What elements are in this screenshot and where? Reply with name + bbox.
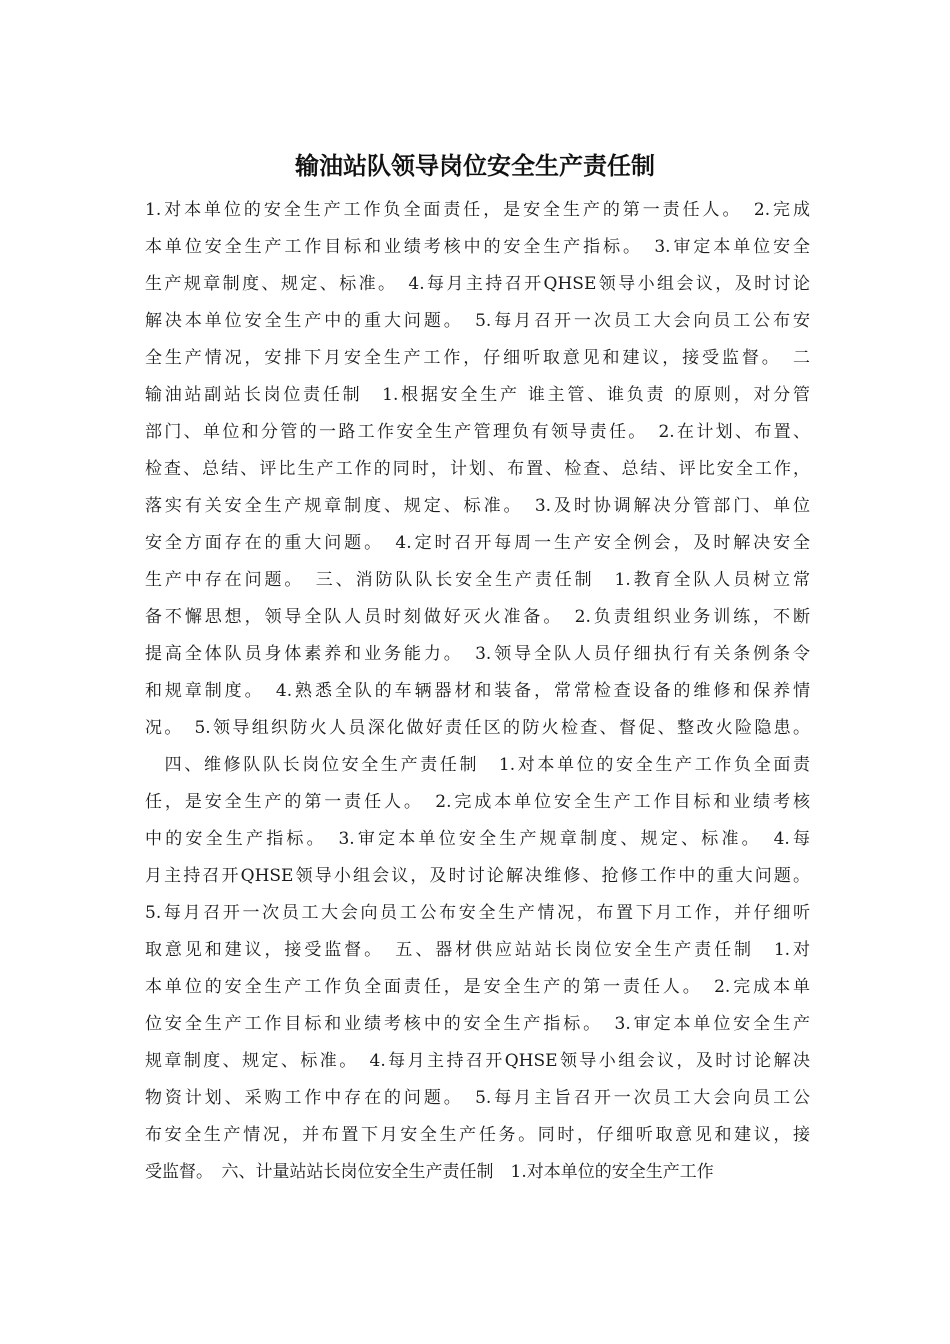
body-line: 解决本单位安全生产中的重大问题。 5.每月召开一次员工大会向员工公布安 — [145, 311, 810, 331]
body-line: 规章制度、规定、标准。 4.每月主持召开QHSE领导小组会议，及时讨论解决 — [145, 1051, 810, 1071]
body-line: 任，是安全生产的第一责任人。 2.完成本单位安全生产工作目标和业绩考核 — [145, 792, 810, 812]
body-line: 本单位安全生产工作目标和业绩考核中的安全生产指标。 3.审定本单位安全 — [145, 237, 810, 257]
body-line: 1.对本单位的安全生产工作负全面责任，是安全生产的第一责任人。 2.完成 — [145, 200, 810, 220]
body-line: 位安全生产工作目标和业绩考核中的安全生产指标。 3.审定本单位安全生产 — [145, 1014, 810, 1034]
body-line: 四、维修队队长岗位安全生产责任制 1.对本单位的安全生产工作负全面责 — [145, 755, 810, 775]
body-line: 本单位的安全生产工作负全面责任，是安全生产的第一责任人。 2.完成本单 — [145, 977, 810, 997]
body-line: 生产规章制度、规定、标准。 4.每月主持召开QHSE领导小组会议，及时讨论 — [145, 274, 810, 294]
body-line: 和规章制度。 4.熟悉全队的车辆器材和装备，常常检查设备的维修和保养情 — [145, 681, 810, 701]
body-line: 落实有关安全生产规章制度、规定、标准。 3.及时协调解决分管部门、单位 — [145, 496, 810, 516]
body-line: 安全方面存在的重大问题。 4.定时召开每周一生产安全例会，及时解决安全 — [145, 533, 810, 553]
body-line: 生产中存在问题。 三、消防队队长安全生产责任制 1.教育全队人员树立常 — [145, 570, 810, 590]
body-line: 5.每月召开一次员工大会向员工公布安全生产情况，布置下月工作，并仔细听 — [145, 903, 810, 923]
document-body — [145, 192, 810, 1191]
body-line: 提高全体队员身体素养和业务能力。 3.领导全队人员仔细执行有关条例条令 — [145, 644, 810, 664]
body-line: 部门、单位和分管的一路工作安全生产管理负有领导责任。 2.在计划、布置、 — [145, 422, 810, 442]
body-line: 物资计划、采购工作中存在的问题。 5.每月主旨召开一次员工大会向员工公 — [145, 1088, 810, 1108]
body-line: 布安全生产情况，并布置下月安全生产任务。同时，仔细听取意见和建议，接 — [145, 1125, 810, 1145]
body-line: 备不懈思想，领导全队人员时刻做好灭火准备。 2.负责组织业务训练，不断 — [145, 607, 810, 627]
body-line: 全生产情况，安排下月安全生产工作，仔细听取意见和建议，接受监督。 二 — [145, 348, 810, 368]
body-line: 中的安全生产指标。 3.审定本单位安全生产规章制度、规定、标准。 4.每 — [145, 829, 810, 849]
body-line: 输油站副站长岗位责任制 1.根据安全生产 谁主管、谁负责 的原则，对分管 — [145, 385, 810, 405]
body-line: 况。 5.领导组织防火人员深化做好责任区的防火检查、督促、整改火险隐患。 — [145, 718, 810, 738]
body-line: 取意见和建议，接受监督。 五、器材供应站站长岗位安全生产责任制 1.对 — [145, 940, 810, 960]
body-line: 受监督。 六、计量站站长岗位安全生产责任制 1.对本单位的安全生产工作 — [145, 1162, 714, 1182]
body-line: 月主持召开QHSE领导小组会议，及时讨论解决维修、抢修工作中的重大问题。 — [145, 866, 810, 886]
body-line: 检查、总结、评比生产工作的同时，计划、布置、检查、总结、评比安全工作， — [145, 459, 810, 479]
document-title: 输油站队领导岗位安全生产责任制 — [295, 152, 655, 180]
